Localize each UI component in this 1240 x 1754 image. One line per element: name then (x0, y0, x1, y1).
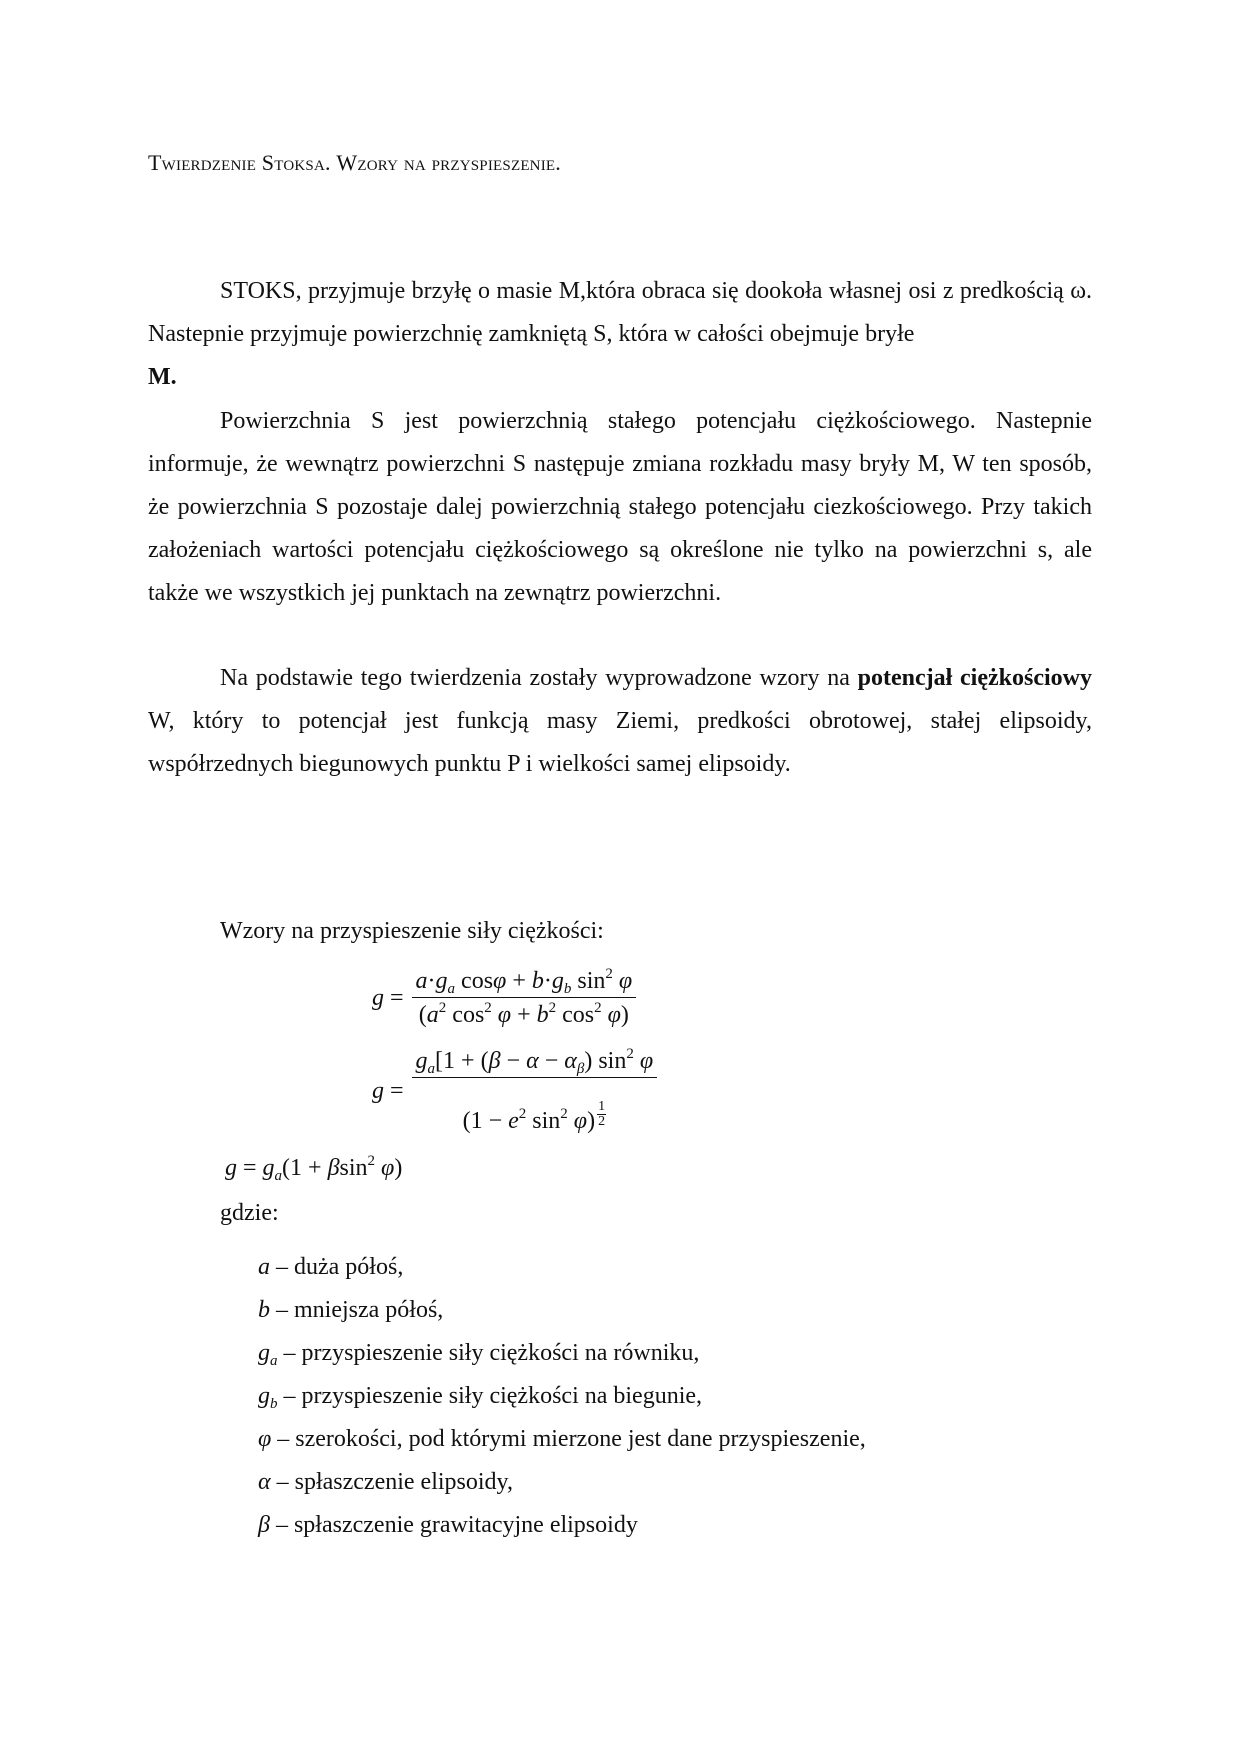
paragraph-1-text: STOKS, przyjmuje brzyłę o masie M,która obraca się dookoła własnej osi z predkością ω. Nastepnie przyjmuje powierzchnię zamkniętą S, która w całości obejmuje bryłe (148, 278, 1092, 347)
formula-3: $g = g_a(1 + \beta\sin^2$ φ) (225, 1153, 403, 1184)
where-label: gdzie: (220, 1200, 279, 1226)
definition-item (258, 1375, 866, 1418)
definition-symbol: g (258, 1340, 270, 1366)
definition-item (258, 1418, 866, 1461)
definition-item (258, 1246, 866, 1289)
paragraph-2: Powierzchnia S jest powierzchnią stałego potencjału ciężkościowego. Nastepnie informuje, że wewnątrz powierzchni S następuje zmiana rozkładu masy bryły M, W ten sposób, że powierzchnia S pozostaje dalej powierzchnią stałego potencjału ciezkościowego. Przy takich założeniach wartości potencjału ciężkościowego są określone nie tylko na powierzchni s, ale także we wszystkich jej punktach na zewnątrz powierzchni. (148, 408, 1092, 606)
paragraph-3 (148, 657, 1092, 786)
definition-symbol: φ (258, 1426, 272, 1452)
definition-text: – spłaszczenie elipsoidy, (276, 1469, 513, 1495)
definition-item (258, 1289, 866, 1332)
definition-symbol: β (258, 1512, 270, 1538)
title-part-1: Twierdzenie Stoksa. (148, 150, 331, 175)
definition-text: – szerokości, pod którymi mierzone jest dane przyspieszenie, (277, 1426, 866, 1452)
paragraph-1-end: M. (148, 364, 177, 390)
paragraph-3-end: W, który to potencjał jest funkcją masy Ziemi, predkości obrotowej, stałej elipsoidy, współrzednych biegunowych punktu P i wielkości samej elipsoidy. (148, 708, 1092, 777)
formula-1: g = $\frac{a\cdot g_a \cos\varphi + b\cdot g_b \sin^2 \varphi}{(a^2 \cos^2 \varphi + b^2 \cos^2 \varphi)}$ (372, 968, 636, 1029)
formulas-heading: Wzory na przyspieszenie siły ciężkości: (220, 918, 604, 944)
definition-item (258, 1332, 866, 1375)
definition-text: – mniejsza półoś, (276, 1297, 444, 1323)
definition-subscript: a (270, 1353, 278, 1369)
definition-symbol: g (258, 1383, 270, 1409)
title-part-2: Wzory na przyspieszenie. (336, 150, 561, 175)
definition-text: – przyspieszenie siły ciężkości na biegunie, (283, 1383, 703, 1409)
definitions-list (258, 1246, 866, 1547)
definition-text: – spłaszczenie grawitacyjne elipsoidy (275, 1512, 638, 1538)
formula-2: g = $g_a[1 + (\beta - \alpha - \alpha_\beta)$ $\sin^2 \varphi$ ($1 - e^2$ $\sin^2 \varphi$) $\frac{1}{2}$ (372, 1048, 657, 1135)
paragraph-1 (148, 270, 1092, 399)
document-title (148, 150, 561, 176)
definition-symbol: a (258, 1254, 270, 1280)
definition-symbol: α (258, 1469, 271, 1495)
paragraph-3-start: Na podstawie tego twierdzenia zostały wyprowadzone wzory na (220, 665, 850, 691)
definition-subscript: b (270, 1396, 278, 1412)
paragraph-3-bold: potencjał ciężkościowy (857, 665, 1092, 691)
definition-symbol: b (258, 1297, 270, 1323)
definition-text: – przyspieszenie siły ciężkości na równiku, (283, 1340, 700, 1366)
definition-item (258, 1504, 866, 1547)
definition-item (258, 1461, 866, 1504)
definition-text: – duża półoś, (276, 1254, 404, 1280)
